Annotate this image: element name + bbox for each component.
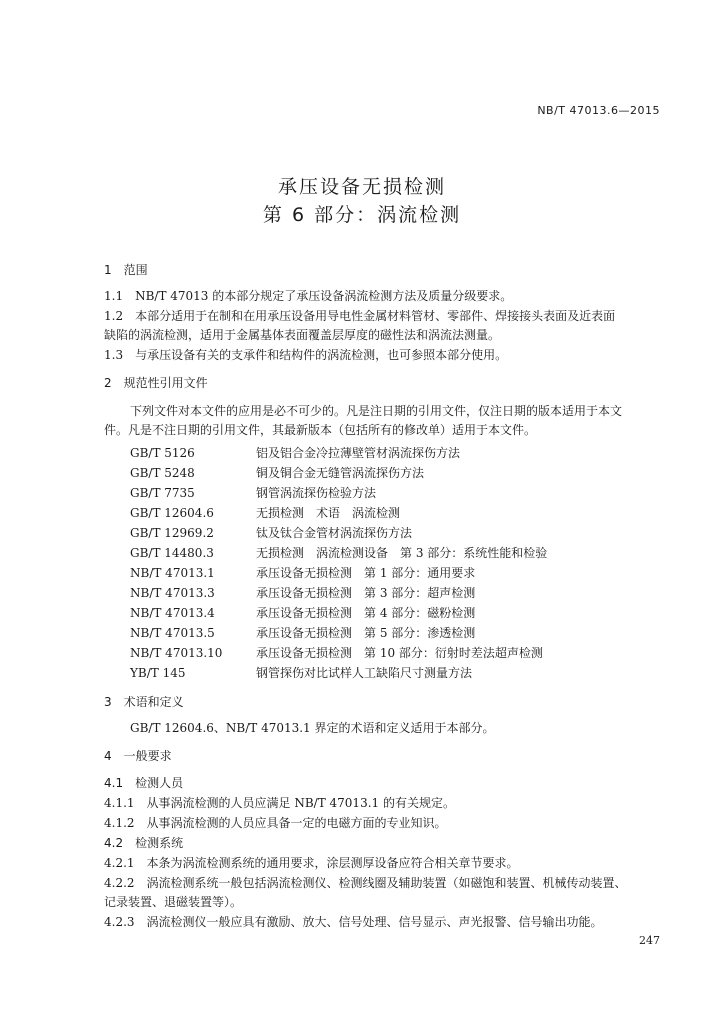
clause-4-2-3: 4.2.3 涡流检测仪一般应具有激励、放大、信号处理、信号显示、声光报警、信号输出功能。 — [104, 915, 603, 929]
clause-4-2-2-line1: 4.2.2 涡流检测系统一般包括涡流检测仪、检测线圈及辅助装置（如磁饱和装置、机械传动装置、 — [104, 876, 627, 890]
clause-4-2-heading: 4.2 检测系统 — [104, 836, 184, 850]
reference-code: NB/T 47013.10 — [130, 646, 223, 660]
reference-title: 钢管涡流探伤检验方法 — [256, 486, 377, 500]
reference-code: NB/T 47013.3 — [130, 586, 215, 600]
reference-title: 钛及钛合金管材涡流探伤方法 — [256, 526, 413, 540]
clause-1-2-line2: 缺陷的涡流检测，适用于金属基体表面覆盖层厚度的磁性法和涡流法测量。 — [104, 328, 501, 342]
section-2-intro-line1: 下列文件对本文件的应用是必不可少的。凡是注日期的引用文件，仅注日期的版本适用于本文 — [130, 404, 623, 418]
document-subtitle: 第 6 部分：涡流检测 — [262, 204, 462, 226]
reference-code: GB/T 5248 — [130, 466, 195, 480]
reference-code: NB/T 47013.4 — [130, 606, 215, 620]
reference-title: 承压设备无损检测 第 3 部分：超声检测 — [256, 586, 476, 600]
reference-code: GB/T 12969.2 — [130, 526, 214, 540]
reference-title: 承压设备无损检测 第 4 部分：磁粉检测 — [256, 606, 476, 620]
reference-code: GB/T 12604.6 — [130, 506, 214, 520]
section-4-heading: 4 一般要求 — [104, 749, 172, 763]
reference-title: 承压设备无损检测 第 10 部分：衍射时差法超声检测 — [256, 646, 543, 660]
section-2-intro-line2: 件。凡是不注日期的引用文件，其最新版本（包括所有的修改单）适用于本文件。 — [104, 423, 537, 437]
clause-4-2-2-line2: 记录装置、退磁装置等）。 — [104, 895, 243, 909]
reference-title: 钢管探伤对比试样人工缺陷尺寸测量方法 — [256, 666, 473, 680]
reference-code: GB/T 7735 — [130, 486, 195, 500]
standard-number: NB/T 47013.6—2015 — [537, 104, 660, 117]
section-3-heading: 3 术语和定义 — [104, 695, 184, 709]
reference-title: 承压设备无损检测 第 1 部分：通用要求 — [256, 566, 476, 580]
reference-code: GB/T 14480.3 — [130, 546, 214, 560]
clause-4-2-1: 4.2.1 本条为涡流检测系统的通用要求，涂层测厚设备应符合相关章节要求。 — [104, 856, 519, 870]
reference-title: 无损检测 术语 涡流检测 — [256, 506, 401, 520]
reference-code: NB/T 47013.1 — [130, 566, 215, 580]
reference-code: YB/T 145 — [130, 666, 186, 680]
clause-1-2-line1: 1.2 本部分适用于在制和在用承压设备用导电性金属材料管材、零部件、焊接接头表面及近表面 — [104, 309, 616, 323]
reference-title: 承压设备无损检测 第 5 部分：渗透检测 — [256, 626, 476, 640]
reference-title: 无损检测 涡流检测设备 第 3 部分：系统性能和检验 — [256, 546, 548, 560]
reference-title: 铝及铝合金冷拉薄壁管材涡流探伤方法 — [256, 446, 461, 460]
page-number: 247 — [639, 934, 660, 947]
clause-4-1-1: 4.1.1 从事涡流检测的人员应满足 NB/T 47013.1 的有关规定。 — [104, 796, 455, 810]
clause-4-1-2: 4.1.2 从事涡流检测的人员应具备一定的电磁方面的专业知识。 — [104, 816, 447, 830]
section-2-heading: 2 规范性引用文件 — [104, 376, 208, 390]
section-3-text: GB/T 12604.6、NB/T 47013.1 界定的术语和定义适用于本部分。 — [130, 721, 495, 735]
clause-4-1-heading: 4.1 检测人员 — [104, 776, 184, 790]
reference-code: NB/T 47013.5 — [130, 626, 215, 640]
reference-code: GB/T 5126 — [130, 446, 195, 460]
clause-1-3: 1.3 与承压设备有关的支承件和结构件的涡流检测，也可参照本部分使用。 — [104, 348, 508, 362]
clause-1-1: 1.1 NB/T 47013 的本部分规定了承压设备涡流检测方法及质量分级要求。 — [104, 289, 513, 303]
document-title: 承压设备无损检测 — [277, 176, 446, 198]
reference-title: 铜及铜合金无缝管涡流探伤方法 — [256, 466, 425, 480]
section-1-heading: 1 范围 — [104, 263, 148, 277]
